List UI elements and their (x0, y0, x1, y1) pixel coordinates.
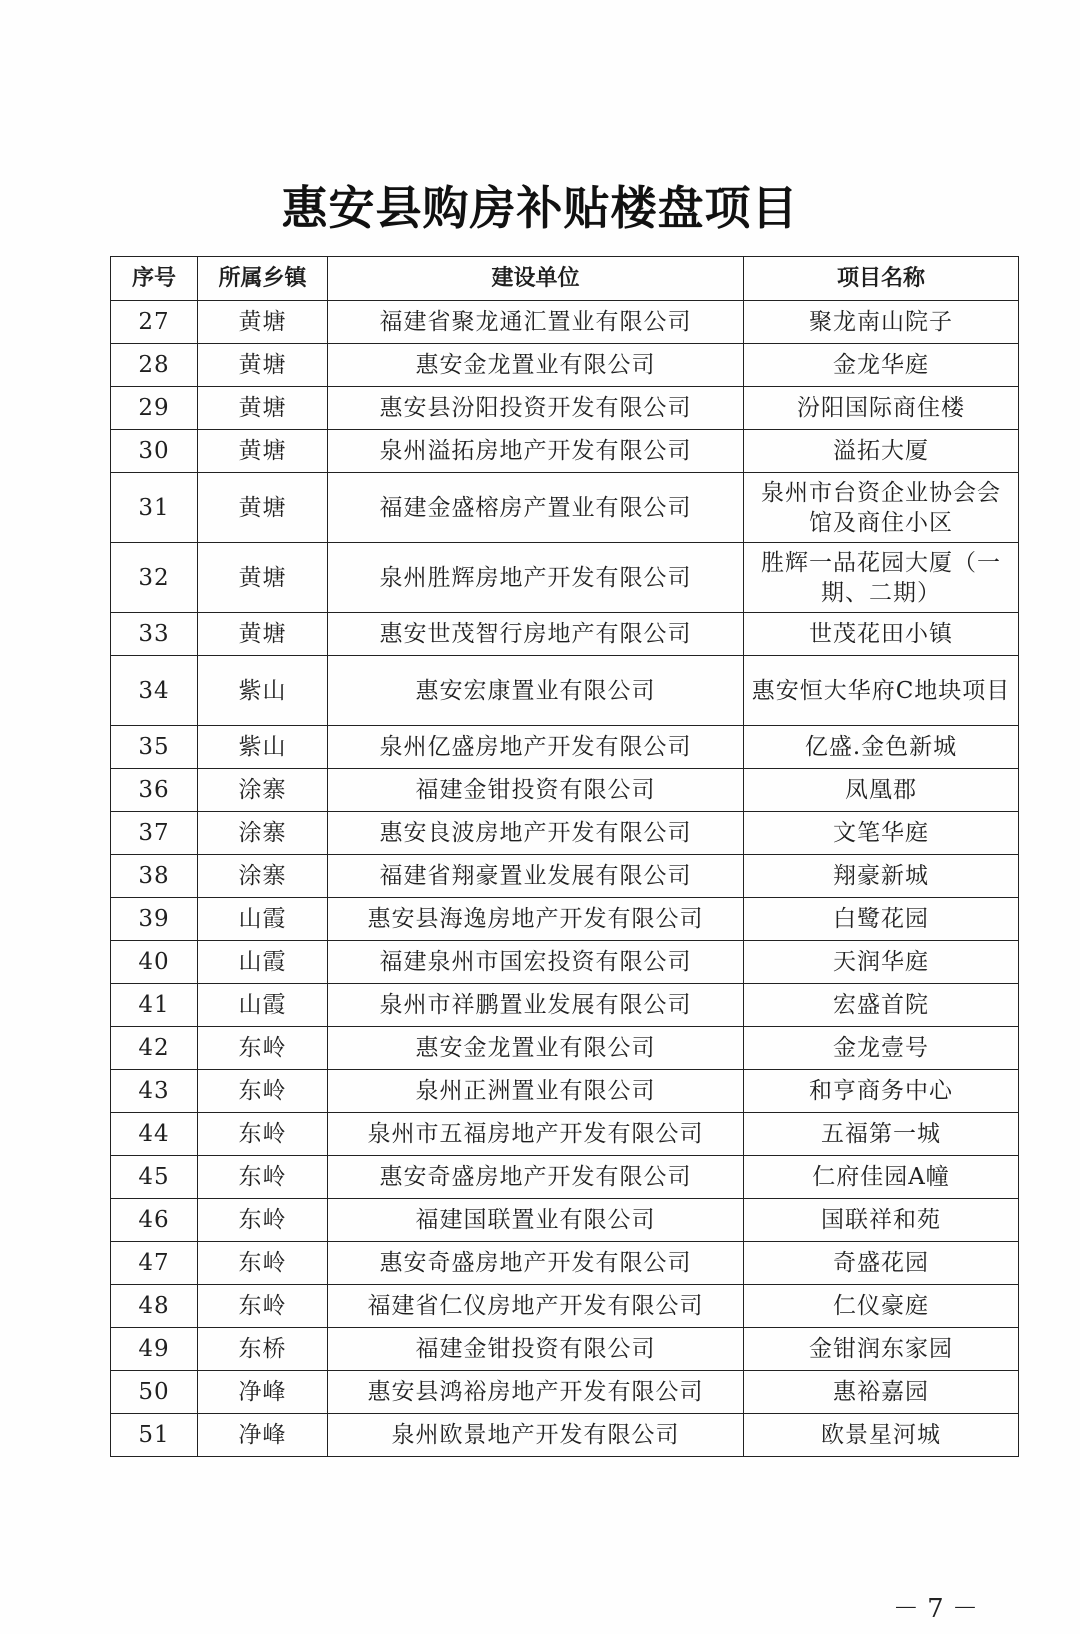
row-town-cell: 东岭 (198, 1285, 328, 1328)
row-developer-cell: 福建金盛榕房产置业有限公司 (328, 473, 744, 543)
table-row (111, 613, 1019, 656)
row-town-cell: 涂寨 (198, 812, 328, 855)
row-developer-cell: 惠安宏康置业有限公司 (328, 656, 744, 726)
row-town-cell: 东桥 (198, 1328, 328, 1371)
row-town-cell: 东岭 (198, 1199, 328, 1242)
table-row (111, 1027, 1019, 1070)
row-seq-cell: 38 (111, 855, 198, 898)
header-project: 项目名称 (744, 257, 1019, 301)
row-developer-cell: 惠安奇盛房地产开发有限公司 (328, 1156, 744, 1199)
row-town-cell: 黄塘 (198, 344, 328, 387)
table-row (111, 1113, 1019, 1156)
row-town-cell: 黄塘 (198, 543, 328, 613)
row-project-cell: 仁府佳园A幢 (744, 1156, 1019, 1199)
table-header-row (111, 257, 1019, 301)
housing-subsidy-table (110, 256, 1019, 1457)
row-developer-cell: 福建国联置业有限公司 (328, 1199, 744, 1242)
row-town-cell: 东岭 (198, 1242, 328, 1285)
row-developer-cell: 福建金钳投资有限公司 (328, 769, 744, 812)
row-seq-cell: 45 (111, 1156, 198, 1199)
row-project-cell: 欧景星河城 (744, 1414, 1019, 1457)
row-developer-cell: 福建金钳投资有限公司 (328, 1328, 744, 1371)
row-seq-cell: 27 (111, 301, 198, 344)
header-developer: 建设单位 (328, 257, 744, 301)
row-seq-cell: 39 (111, 898, 198, 941)
table-row (111, 301, 1019, 344)
row-project-cell: 仁仪豪庭 (744, 1285, 1019, 1328)
row-seq-cell: 50 (111, 1371, 198, 1414)
row-seq-cell: 48 (111, 1285, 198, 1328)
header-town: 所属乡镇 (198, 257, 328, 301)
row-developer-cell: 惠安金龙置业有限公司 (328, 1027, 744, 1070)
row-project-cell: 文笔华庭 (744, 812, 1019, 855)
header-seq: 序号 (111, 257, 198, 301)
page-number-text: － 7 － (892, 1594, 978, 1624)
row-seq-cell: 28 (111, 344, 198, 387)
row-town-cell: 东岭 (198, 1113, 328, 1156)
row-developer-cell: 惠安县海逸房地产开发有限公司 (328, 898, 744, 941)
table-row (111, 1156, 1019, 1199)
row-town-cell: 黄塘 (198, 301, 328, 344)
row-project-cell: 五福第一城 (744, 1113, 1019, 1156)
row-town-cell: 紫山 (198, 726, 328, 769)
row-project-cell: 惠安恒大华府C地块项目 (744, 656, 1019, 726)
row-seq-cell: 44 (111, 1113, 198, 1156)
row-project-cell: 亿盛.金色新城 (744, 726, 1019, 769)
row-project-cell: 世茂花田小镇 (744, 613, 1019, 656)
row-town-cell: 黄塘 (198, 387, 328, 430)
row-developer-cell: 惠安县汾阳投资开发有限公司 (328, 387, 744, 430)
row-project-cell: 天润华庭 (744, 941, 1019, 984)
row-seq-cell: 36 (111, 769, 198, 812)
row-town-cell: 山霞 (198, 984, 328, 1027)
page-title: 惠安县购房补贴楼盘项目 (281, 181, 799, 235)
row-town-cell: 紫山 (198, 656, 328, 726)
row-project-cell: 溢拓大厦 (744, 430, 1019, 473)
row-seq-cell: 41 (111, 984, 198, 1027)
row-project-cell: 宏盛首院 (744, 984, 1019, 1027)
row-town-cell: 黄塘 (198, 613, 328, 656)
row-project-cell: 汾阳国际商住楼 (744, 387, 1019, 430)
table-row (111, 473, 1019, 543)
row-developer-cell: 福建省聚龙通汇置业有限公司 (328, 301, 744, 344)
row-developer-cell: 惠安奇盛房地产开发有限公司 (328, 1242, 744, 1285)
row-seq-cell: 49 (111, 1328, 198, 1371)
table-row (111, 1328, 1019, 1371)
row-seq-cell: 43 (111, 1070, 198, 1113)
row-project-cell: 凤凰郡 (744, 769, 1019, 812)
row-seq-cell: 30 (111, 430, 198, 473)
row-developer-cell: 泉州正洲置业有限公司 (328, 1070, 744, 1113)
table-row (111, 812, 1019, 855)
row-town-cell: 涂寨 (198, 855, 328, 898)
row-project-cell: 白鹭花园 (744, 898, 1019, 941)
row-project-cell: 惠裕嘉园 (744, 1371, 1019, 1414)
row-project-cell: 和亨商务中心 (744, 1070, 1019, 1113)
row-town-cell: 东岭 (198, 1156, 328, 1199)
row-project-cell: 金龙壹号 (744, 1027, 1019, 1070)
row-project-cell: 金龙华庭 (744, 344, 1019, 387)
row-developer-cell: 泉州亿盛房地产开发有限公司 (328, 726, 744, 769)
table-row (111, 1242, 1019, 1285)
row-seq-cell: 29 (111, 387, 198, 430)
table-row (111, 769, 1019, 812)
row-developer-cell: 泉州溢拓房地产开发有限公司 (328, 430, 744, 473)
row-developer-cell: 福建泉州市国宏投资有限公司 (328, 941, 744, 984)
row-developer-cell: 泉州市五福房地产开发有限公司 (328, 1113, 744, 1156)
table-body (111, 301, 1019, 1457)
row-project-cell: 聚龙南山院子 (744, 301, 1019, 344)
table-row (111, 430, 1019, 473)
row-project-cell: 国联祥和苑 (744, 1199, 1019, 1242)
row-seq-cell: 35 (111, 726, 198, 769)
row-seq-cell: 32 (111, 543, 198, 613)
table-row (111, 726, 1019, 769)
row-developer-cell: 福建省翔豪置业发展有限公司 (328, 855, 744, 898)
table-row (111, 855, 1019, 898)
table-row (111, 1371, 1019, 1414)
row-seq-cell: 34 (111, 656, 198, 726)
table-row (111, 1199, 1019, 1242)
row-project-cell: 翔豪新城 (744, 855, 1019, 898)
row-project-cell: 胜辉一品花园大厦（一期、二期） (744, 543, 1019, 613)
table-row (111, 1414, 1019, 1457)
row-seq-cell: 37 (111, 812, 198, 855)
table-row (111, 984, 1019, 1027)
row-project-cell: 金钳润东家园 (744, 1328, 1019, 1371)
row-seq-cell: 31 (111, 473, 198, 543)
table-row (111, 543, 1019, 613)
row-town-cell: 黄塘 (198, 473, 328, 543)
row-town-cell: 黄塘 (198, 430, 328, 473)
row-town-cell: 山霞 (198, 941, 328, 984)
row-developer-cell: 惠安县鸿裕房地产开发有限公司 (328, 1371, 744, 1414)
row-project-cell: 泉州市台资企业协会会馆及商住小区 (744, 473, 1019, 543)
table-row (111, 941, 1019, 984)
row-seq-cell: 40 (111, 941, 198, 984)
row-seq-cell: 46 (111, 1199, 198, 1242)
table-row (111, 1070, 1019, 1113)
table-row (111, 387, 1019, 430)
row-developer-cell: 泉州欧景地产开发有限公司 (328, 1414, 744, 1457)
row-developer-cell: 福建省仁仪房地产开发有限公司 (328, 1285, 744, 1328)
row-developer-cell: 泉州市祥鹏置业发展有限公司 (328, 984, 744, 1027)
row-town-cell: 净峰 (198, 1371, 328, 1414)
row-developer-cell: 惠安金龙置业有限公司 (328, 344, 744, 387)
row-seq-cell: 33 (111, 613, 198, 656)
table-row (111, 656, 1019, 726)
row-developer-cell: 泉州胜辉房地产开发有限公司 (328, 543, 744, 613)
table-row (111, 1285, 1019, 1328)
row-town-cell: 东岭 (198, 1027, 328, 1070)
table-row (111, 344, 1019, 387)
row-town-cell: 净峰 (198, 1414, 328, 1457)
row-town-cell: 山霞 (198, 898, 328, 941)
row-seq-cell: 51 (111, 1414, 198, 1457)
row-seq-cell: 42 (111, 1027, 198, 1070)
row-town-cell: 东岭 (198, 1070, 328, 1113)
row-project-cell: 奇盛花园 (744, 1242, 1019, 1285)
table-row (111, 898, 1019, 941)
row-town-cell: 涂寨 (198, 769, 328, 812)
row-developer-cell: 惠安世茂智行房地产有限公司 (328, 613, 744, 656)
row-developer-cell: 惠安良波房地产开发有限公司 (328, 812, 744, 855)
row-seq-cell: 47 (111, 1242, 198, 1285)
